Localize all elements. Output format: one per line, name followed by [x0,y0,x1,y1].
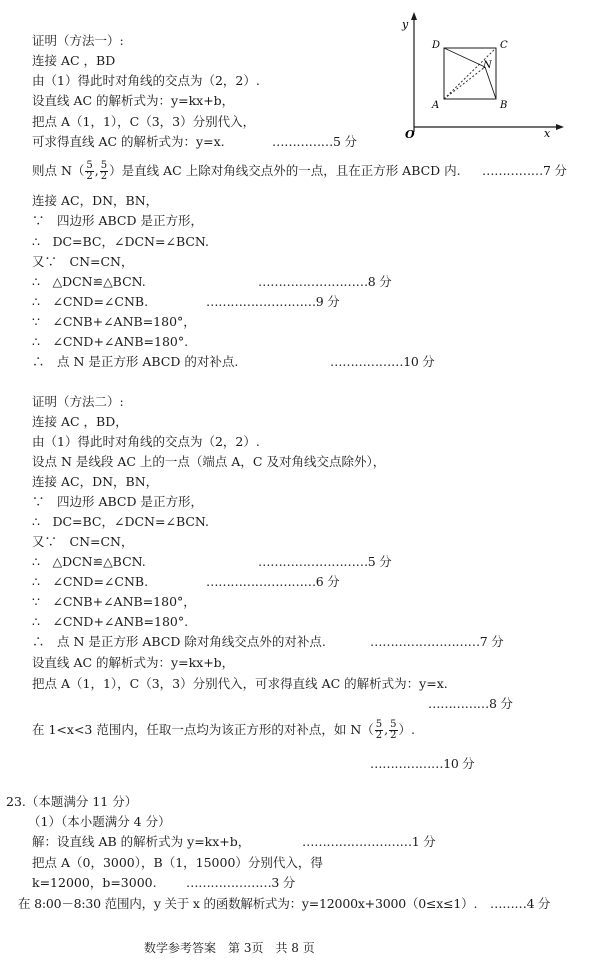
fraction: $\frac{5}{2}$ [375,719,383,741]
y-axis-arrow [411,12,417,20]
score-mark: ………………………5 分 [258,554,392,569]
method1-line: ∴ △DCN≌△BCN. [32,274,146,289]
method1-line: 连接 AC ，BD [32,53,116,68]
label-d: D [432,40,441,51]
method1-line: ∴ DC=BC，∠DCN=∠BCN. [32,234,210,249]
method2-line: 把点 A（1，1），C（3，3）分别代入，可求得直线 AC 的解析式为：y=x. [32,676,448,691]
score-mark: ……………8 分 [428,696,513,711]
label-origin: O [405,128,415,140]
score-mark: ……………5 分 [272,134,357,149]
method1-line: 设直线 AC 的解析式为：y=kx+b， [32,93,235,108]
method2-line: 又∵ CN=CN， [32,534,134,549]
label-c: C [500,40,508,51]
square-coordinate-figure [398,10,568,140]
method1-line: 可求得直线 AC 的解析式为：y=x. [32,134,225,149]
method2-line: ∴ ∠CND=∠CNB. [32,574,149,589]
method2-line: ∵ 四边形 ABCD 是正方形， [32,494,203,509]
method2-line: ∴ DC=BC，∠DCN=∠BCN. [32,514,210,529]
segment-bn [485,67,496,99]
score-mark: ………………………8 分 [258,274,392,289]
method1-heading: 证明（方法一）: [32,33,124,48]
label-y: y [402,18,409,31]
score-mark: …………………3 分 [186,875,295,890]
label-a: A [432,100,440,111]
method1-line: 把点 A（1，1），C（3，3）分别代入， [32,114,256,129]
page-footer: 数学参考答案 第 3页 共 8 页 [144,941,315,955]
method2-line: ∴ △DCN≌△BCN. [32,554,146,569]
q23-subheading: （1）（本小题满分 4 分） [28,814,171,829]
text-fragment: ）. [398,722,415,737]
method2-line: 连接 AC ，BD， [32,414,128,429]
method1-line: ∴ ∠CND+∠ANB=180°. [32,334,189,349]
method2-line: 连接 AC，DN，BN， [32,474,159,489]
method1-line: 连接 AC，DN，BN， [32,193,159,208]
method1-line-point-n: 则点 N（ $\frac{5}{2}$ , $\frac{5}{2}$ ）是直线 AC 上除对角线交点外的一点，且在正方形 ABCD 内. [32,160,461,182]
label-n: N [483,60,492,71]
method1-line: 由（1）得此时对角线的交点为（2，2）. [32,73,260,88]
label-b: B [500,100,508,111]
method2-line-example: 在 1<x<3 范围内，任取一点均为该正方形的对补点，如 N（ $\frac{5}{2}$ , $\frac{5}{2}$ ）. [32,719,415,741]
diagonal-ac [444,48,496,99]
score-mark: ………………………9 分 [206,294,340,309]
text-fragment: ）是直线 AC 上除对角线交点外的一点，且在正方形 ABCD 内. [109,163,461,178]
x-axis-arrow [556,124,564,130]
method1-line: ∵ ∠CNB+∠ANB=180°， [32,314,196,329]
method2-line: 由（1）得此时对角线的交点为（2，2）. [32,434,260,449]
score-mark: ………………10 分 [330,354,435,369]
q23-line: k=12000，b=3000. [32,875,157,890]
q23-heading: 23.（本题满分 11 分） [6,794,138,809]
fraction: $\frac{5}{2}$ [390,719,397,741]
method2-heading: 证明（方法二）: [32,394,124,409]
q23-line: 把点 A（0，3000），B（1，15000）分别代入，得 [32,855,323,870]
text-fragment: 在 1<x<3 范围内，任取一点均为该正方形的对补点，如 N（ [32,722,374,737]
score-mark: ………………………7 分 [370,634,504,649]
method1-line: 又∵ CN=CN， [32,254,134,269]
method2-line: ∴ ∠CND+∠ANB=180°. [32,614,189,629]
q23-line: 解：设直线 AB 的解析式为 y=kx+b， [32,834,251,849]
fraction: $\frac{5}{2}$ [86,160,93,182]
segment-an [444,67,485,99]
score-mark: ……………7 分 [482,163,567,178]
score-mark: ………4 分 [490,896,551,911]
method2-line: 设点 N 是线段 AC 上的一点（端点 A，C 及对角线交点除外）， [32,454,386,469]
method1-line: ∴ 点 N 是正方形 ABCD 的对补点. [32,354,239,369]
q23-line: 在 8:00－8:30 范围内，y 关于 x 的函数解析式为：y=12000x+3000（0≤x≤1）. [18,896,478,911]
method2-line: ∴ 点 N 是正方形 ABCD 除对角线交点外的对补点. [32,634,326,649]
method2-line: ∵ ∠CNB+∠ANB=180°， [32,594,196,609]
label-x: x [544,127,551,140]
method1-line: ∵ 四边形 ABCD 是正方形， [32,213,203,228]
method2-line: 设直线 AC 的解析式为：y=kx+b， [32,655,235,670]
score-mark: ………………………1 分 [302,834,436,849]
fraction: $\frac{5}{2}$ [100,160,108,182]
score-mark: ………………10 分 [370,756,475,771]
segment-dn [444,48,485,67]
text-fragment: 则点 N（ [32,163,85,178]
score-mark: ………………………6 分 [206,574,340,589]
method1-line: ∴ ∠CND=∠CNB. [32,294,149,309]
